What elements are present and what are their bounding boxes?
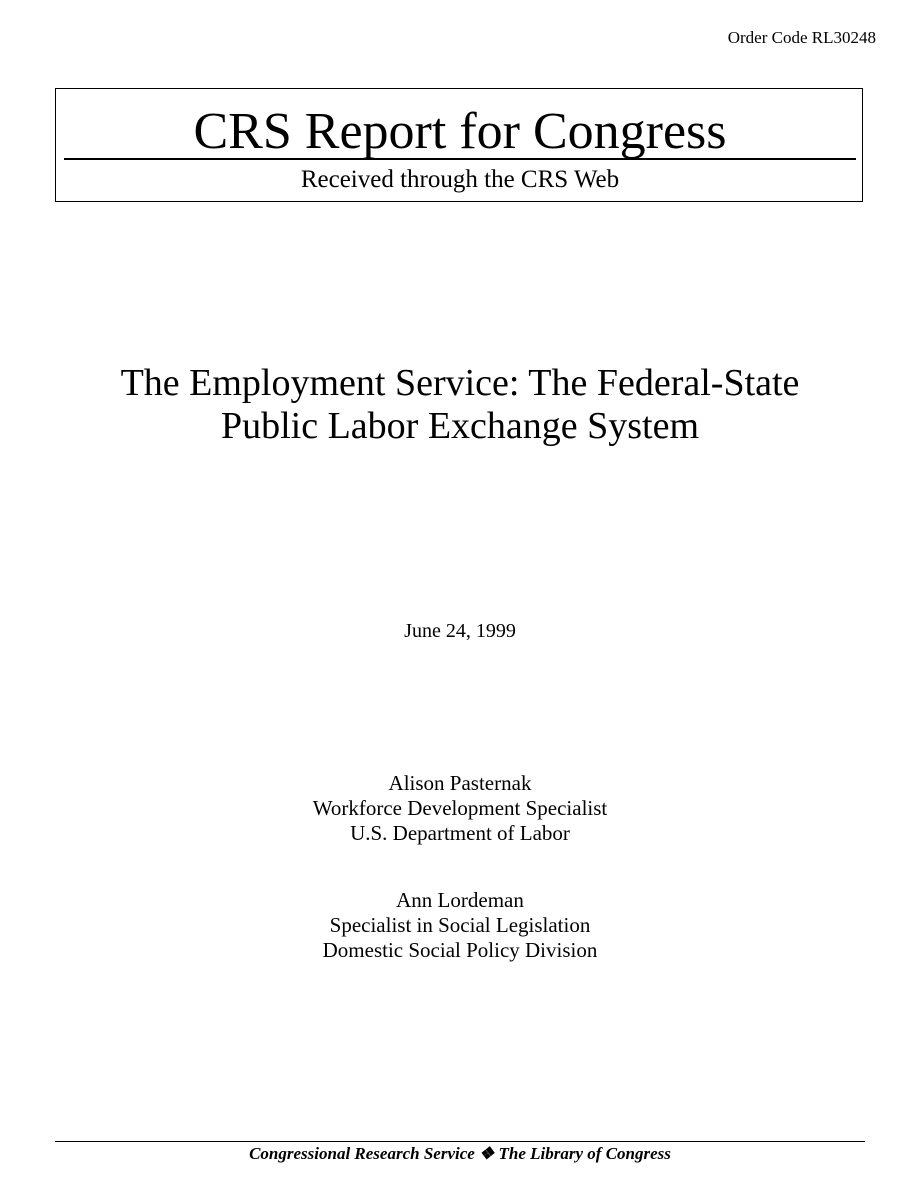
report-date: June 24, 1999 [404, 620, 516, 642]
report-title-line-2: Public Labor Exchange System [220, 405, 700, 447]
author-name: Ann Lordeman [396, 888, 524, 912]
author-block [0, 888, 920, 963]
author-name: Alison Pasternak [388, 771, 532, 795]
author-affiliation: Domestic Social Policy Division [322, 938, 598, 962]
masthead-title: CRS Report for Congress [193, 103, 727, 160]
author-affiliation: U.S. Department of Labor [350, 821, 570, 845]
report-title-line-1: The Employment Service: The Federal-State [120, 362, 800, 404]
masthead-rule [64, 158, 856, 160]
author-title: Workforce Development Specialist [312, 796, 608, 820]
report-title [0, 362, 920, 448]
masthead-subtitle: Received through the CRS Web [300, 166, 620, 193]
footer-rule [55, 1141, 865, 1142]
author-block [0, 771, 920, 846]
footer-text: Congressional Research Service ❖ The Library of Congress [249, 1144, 671, 1163]
author-title: Specialist in Social Legislation [329, 913, 591, 937]
order-code: Order Code RL30248 [727, 28, 876, 47]
